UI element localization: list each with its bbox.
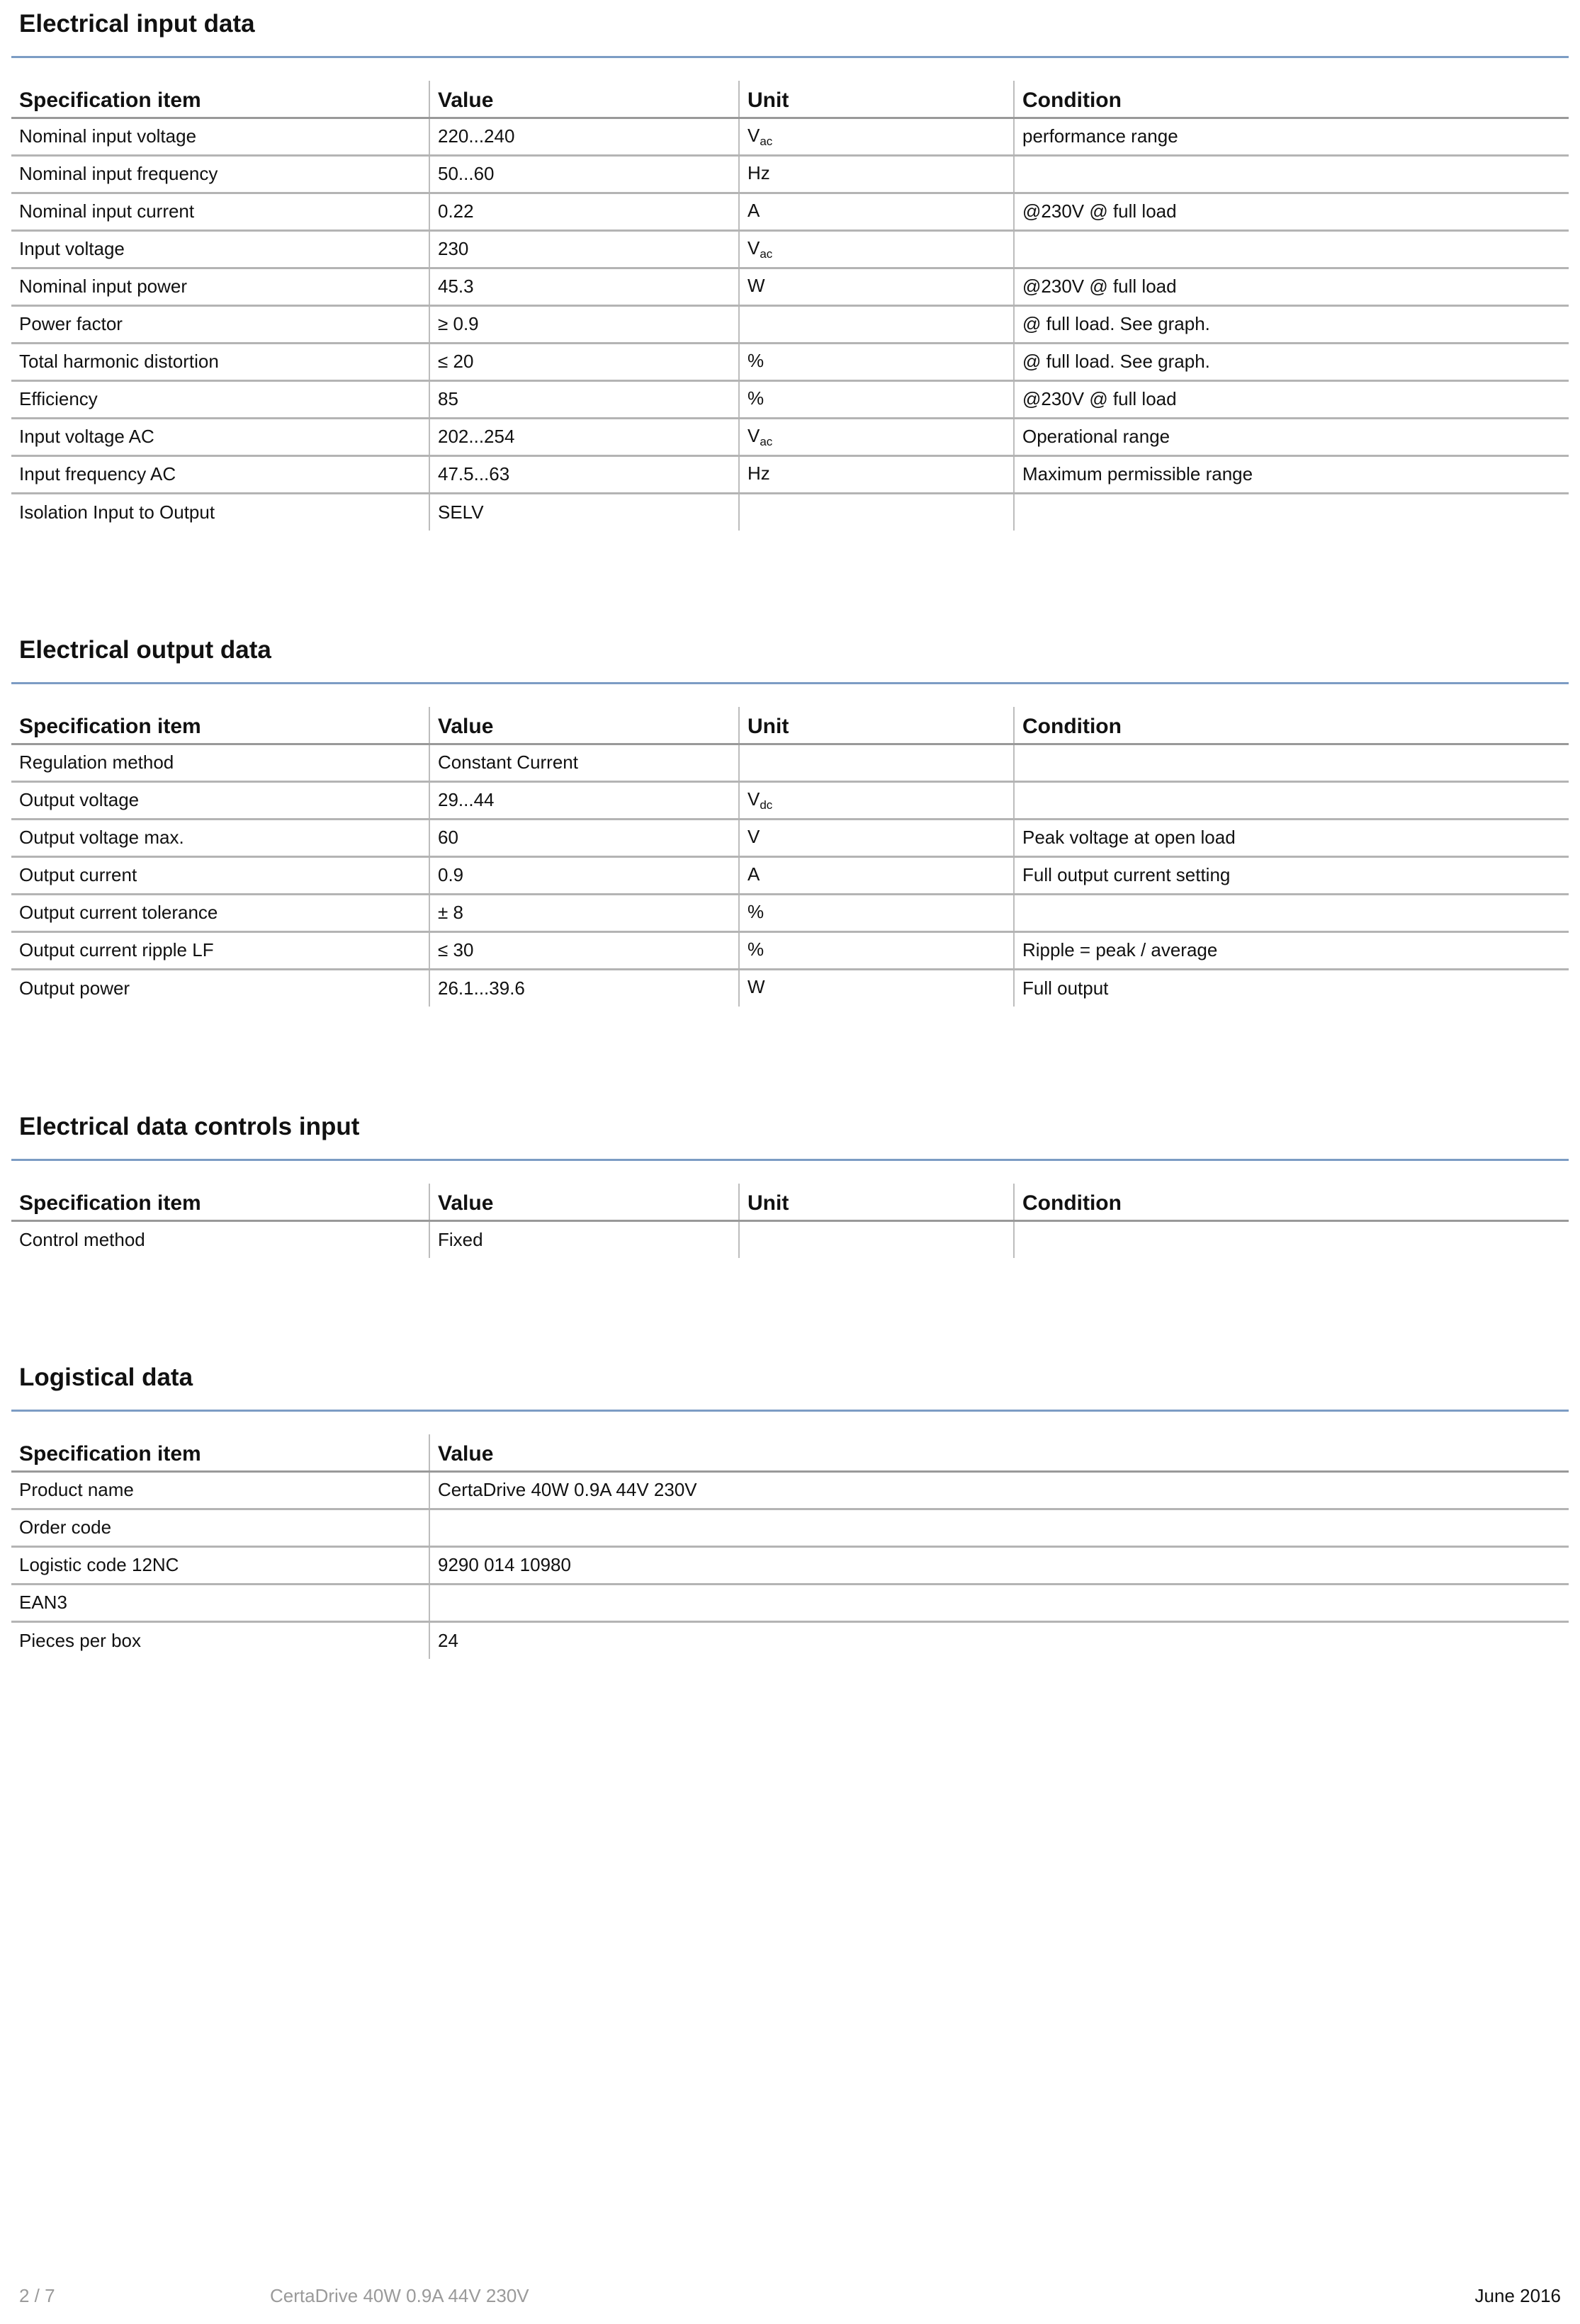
spec-item-cell: Nominal input current [11, 193, 429, 230]
condition-cell [1014, 894, 1569, 931]
column-header: Unit [739, 707, 1014, 744]
section-divider [11, 56, 1569, 58]
section-title: Electrical data controls input [19, 1113, 360, 1140]
spec-table [11, 81, 1569, 531]
value-cell: 85 [429, 380, 739, 418]
section-divider [11, 682, 1569, 684]
table-row [11, 155, 1569, 193]
table-row [11, 1471, 1569, 1509]
unit-cell [739, 418, 1014, 455]
table-row [11, 1546, 1569, 1584]
value-cell: 230 [429, 230, 739, 268]
value-cell: 45.3 [429, 268, 739, 305]
table-row [11, 268, 1569, 305]
spec-item-cell: Product name [11, 1471, 429, 1509]
table-row [11, 305, 1569, 343]
unit-subscript: ac [760, 434, 773, 448]
table-row [11, 856, 1569, 894]
section-title: Logistical data [19, 1364, 193, 1391]
spec-item-cell: Output current ripple LF [11, 931, 429, 969]
value-cell: 9290 014 10980 [429, 1546, 1569, 1584]
condition-cell [1014, 493, 1569, 531]
condition-cell: performance range [1014, 118, 1569, 155]
unit-symbol: % [747, 349, 764, 371]
spec-item-cell: Control method [19, 1228, 145, 1250]
unit-cell [739, 781, 1014, 819]
condition-cell: Peak voltage at open load [1014, 819, 1569, 856]
table-row [11, 1509, 1569, 1546]
table-row [11, 1621, 1569, 1659]
unit-symbol: A [747, 863, 760, 885]
unit-cell [739, 894, 1014, 931]
table-row [11, 1220, 1569, 1258]
unit-symbol: V [747, 788, 760, 810]
unit-cell [739, 856, 1014, 894]
table-row [11, 819, 1569, 856]
condition-cell [1014, 155, 1569, 193]
spec-table [11, 1434, 1569, 1659]
value-cell: Constant Current [429, 744, 739, 781]
table-row [11, 894, 1569, 931]
footer-product-name: CertaDrive 40W 0.9A 44V 230V [270, 2285, 529, 2306]
table-row [11, 193, 1569, 230]
unit-symbol: V [747, 237, 760, 259]
column-header: Value [429, 81, 739, 118]
unit-symbol: W [747, 274, 765, 296]
unit-cell [739, 969, 1014, 1007]
unit-cell [739, 931, 1014, 969]
spec-item-cell: Power factor [11, 305, 429, 343]
unit-cell [739, 380, 1014, 418]
section-divider [11, 1159, 1569, 1161]
unit-symbol: % [747, 938, 764, 960]
table-row [11, 1584, 1569, 1621]
condition-cell: Full output current setting [1014, 856, 1569, 894]
condition-cell: @ full load. See graph. [1014, 343, 1569, 380]
value-cell: 47.5...63 [429, 455, 739, 493]
spec-item-cell: Input voltage AC [11, 418, 429, 455]
condition-cell [1014, 230, 1569, 268]
spec-item-cell: Nominal input frequency [11, 155, 429, 193]
condition-cell: @ full load. See graph. [1014, 305, 1569, 343]
condition-cell: Maximum permissible range [1014, 455, 1569, 493]
spec-item-cell: Output voltage max. [11, 819, 429, 856]
spec-item-cell: Efficiency [11, 380, 429, 418]
unit-symbol: V [747, 825, 760, 847]
value-cell [429, 1509, 1569, 1546]
spec-item-cell: Output current [11, 856, 429, 894]
table-header-row [11, 1434, 1569, 1471]
spec-item-cell: Pieces per box [19, 1629, 141, 1651]
spec-item-cell: Output power [19, 977, 130, 999]
value-cell: ≥ 0.9 [429, 305, 739, 343]
spec-item-cell: EAN3 [11, 1584, 429, 1621]
column-header: Specification item [11, 1434, 429, 1471]
condition-cell: @230V @ full load [1014, 268, 1569, 305]
footer-date: June 2016 [1474, 2285, 1561, 2306]
value-cell: 29...44 [429, 781, 739, 819]
unit-subscript: ac [760, 134, 773, 148]
unit-subscript: ac [760, 246, 773, 261]
column-header: Value [429, 707, 739, 744]
unit-cell [739, 819, 1014, 856]
value-cell: 202...254 [429, 418, 739, 455]
spec-item-cell: Regulation method [11, 744, 429, 781]
condition-cell: Full output [1014, 969, 1569, 1007]
unit-symbol: V [747, 424, 760, 446]
unit-symbol: % [747, 387, 764, 409]
section-title: Electrical output data [19, 636, 271, 664]
value-cell: 220...240 [429, 118, 739, 155]
value-cell: ± 8 [429, 894, 739, 931]
spec-item-cell: Input frequency AC [11, 455, 429, 493]
unit-cell [739, 118, 1014, 155]
unit-subscript: dc [760, 798, 773, 812]
column-header: Specification item [11, 81, 429, 118]
value-cell: ≤ 20 [429, 343, 739, 380]
condition-cell [1014, 781, 1569, 819]
section-title: Electrical input data [19, 10, 255, 38]
unit-cell [739, 305, 1014, 343]
column-header: Condition [1014, 707, 1569, 744]
spec-item-cell: Nominal input voltage [11, 118, 429, 155]
column-header: Value [429, 1434, 1569, 1471]
spec-item-cell: Logistic code 12NC [11, 1546, 429, 1584]
unit-cell [739, 744, 1014, 781]
value-cell: 50...60 [429, 155, 739, 193]
column-header: Condition [1014, 1184, 1569, 1220]
spec-item-cell: Output voltage [11, 781, 429, 819]
unit-cell [739, 268, 1014, 305]
unit-cell [739, 343, 1014, 380]
column-header: Specification item [11, 707, 429, 744]
unit-cell [739, 455, 1014, 493]
value-cell: SELV [429, 493, 739, 531]
value-cell: 0.22 [429, 193, 739, 230]
table-row [11, 781, 1569, 819]
value-cell: ≤ 30 [429, 931, 739, 969]
value-cell: CertaDrive 40W 0.9A 44V 230V [429, 1471, 1569, 1509]
column-header: Specification item [11, 1184, 429, 1220]
table-row [11, 118, 1569, 155]
column-header: Condition [1014, 81, 1569, 118]
value-cell: Fixed [429, 1220, 739, 1258]
spec-table [11, 1184, 1569, 1258]
table-row [11, 343, 1569, 380]
table-row [11, 931, 1569, 969]
spec-item-cell: Total harmonic distortion [11, 343, 429, 380]
column-header: Unit [739, 81, 1014, 118]
table-header-row [11, 1184, 1569, 1220]
condition-cell [1014, 744, 1569, 781]
value-cell [429, 1584, 1569, 1621]
condition-cell: @230V @ full load [1014, 193, 1569, 230]
spec-item-cell: Isolation Input to Output [19, 501, 215, 523]
column-header: Unit [739, 1184, 1014, 1220]
table-header-row [11, 707, 1569, 744]
unit-symbol: % [747, 900, 764, 922]
value-cell: 0.9 [429, 856, 739, 894]
spec-table [11, 707, 1569, 1007]
unit-symbol: Hz [747, 462, 770, 484]
unit-symbol: V [747, 124, 760, 146]
condition-cell: Operational range [1014, 418, 1569, 455]
table-row [11, 380, 1569, 418]
value-cell: 60 [429, 819, 739, 856]
spec-item-cell: Input voltage [11, 230, 429, 268]
table-row [11, 744, 1569, 781]
unit-symbol: A [747, 199, 760, 221]
table-row [11, 969, 1569, 1007]
table-row [11, 418, 1569, 455]
unit-cell [739, 155, 1014, 193]
page-number: 2 / 7 [19, 2285, 55, 2306]
unit-cell [739, 193, 1014, 230]
unit-cell [739, 230, 1014, 268]
column-header: Value [429, 1184, 739, 1220]
condition-cell: @230V @ full load [1014, 380, 1569, 418]
spec-item-cell: Output current tolerance [11, 894, 429, 931]
spec-item-cell: Nominal input power [11, 268, 429, 305]
unit-symbol: W [747, 976, 765, 998]
condition-cell [1014, 1220, 1569, 1258]
condition-cell: Ripple = peak / average [1014, 931, 1569, 969]
table-header-row [11, 81, 1569, 118]
spec-item-cell: Order code [11, 1509, 429, 1546]
unit-cell [739, 493, 1014, 531]
value-cell: 26.1...39.6 [429, 969, 739, 1007]
value-cell: 24 [429, 1621, 1569, 1659]
unit-cell [739, 1220, 1014, 1258]
section-divider [11, 1410, 1569, 1412]
table-row [11, 493, 1569, 531]
unit-symbol: Hz [747, 161, 770, 183]
table-row [11, 455, 1569, 493]
table-row [11, 230, 1569, 268]
